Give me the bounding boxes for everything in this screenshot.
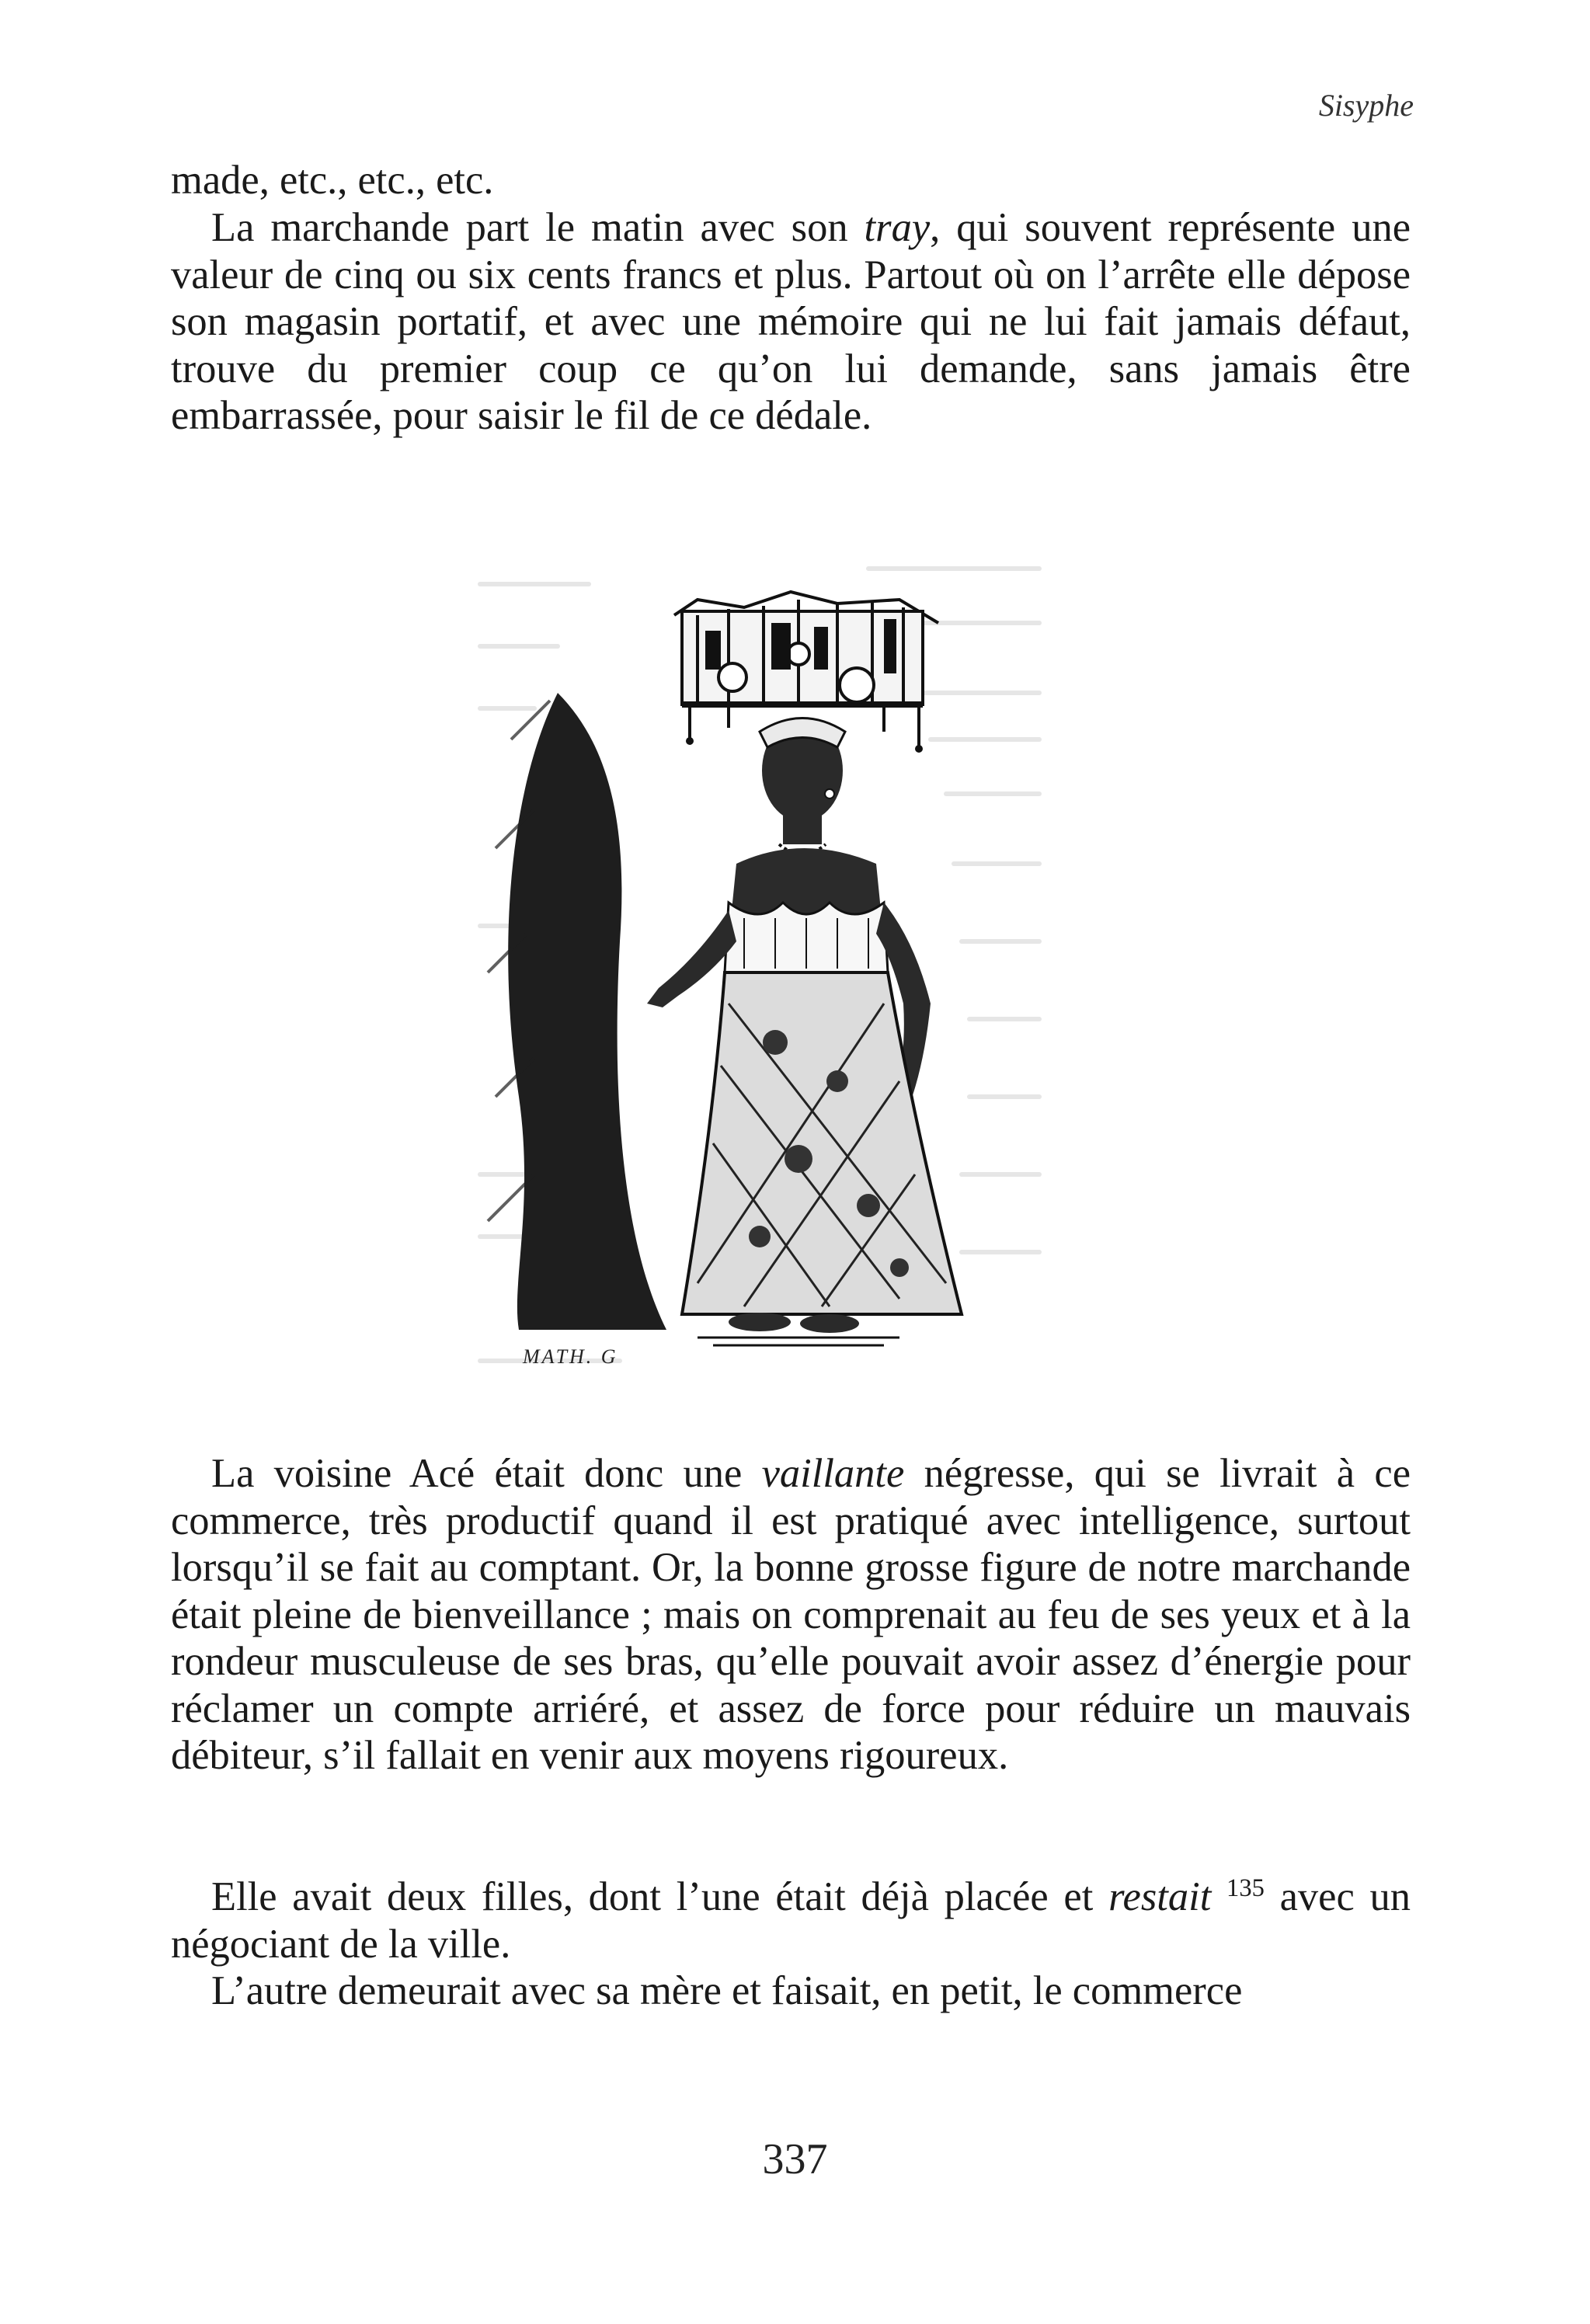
italic-term: tray — [864, 205, 931, 250]
page-number: 337 — [762, 2135, 828, 2183]
paragraph-text-end: avec un négociant de la ville. — [171, 1874, 1411, 1967]
paragraph-text-start: La voisine Acé était donc une — [211, 1451, 762, 1496]
paragraph-vaillante — [171, 1450, 1411, 1780]
italic-term: restait — [1108, 1874, 1212, 1919]
paragraph-other-daughter — [171, 1967, 1411, 2015]
paragraph-text-start: La marchande part le matin avec son — [211, 205, 865, 250]
paragraph-tray — [171, 204, 1411, 440]
italic-term: vaillante — [761, 1451, 905, 1496]
illustration-street-vendor — [464, 538, 1052, 1392]
paragraph-text-end: négresse, qui se livrait à ce commerce, très productif quand il est pratiqué avec intelligence, surtout lorsqu’il se fait au comptant. Or, la bonne grosse figure de notre marchande était pleine de bienveillance ; mais on comprenait au feu de ses yeux et à la rondeur musculeuse de ses bras, qu’elle pouvait avoir assez d’énergie pour réclamer un compte arriéré, et assez de force pour réduire un mauvais débiteur, s’il fallait en venir aux moyens rigoureux. — [171, 1451, 1411, 1778]
paragraph-text-end: , qui souvent représente une valeur de cinq ou six cents francs et plus. Partout où on l’arrête elle dépose son magasin portatif, et avec une mémoire qui ne lui fait jamais défaut, trouve du premier coup ce qu’on lui demande, sans jamais être embarrassée, pour saisir le fil de ce dédale. — [171, 205, 1411, 438]
paragraph-continuation — [171, 157, 1411, 204]
paragraph-text-start: Elle avait deux filles, dont l’une était déjà placée et — [211, 1874, 1109, 1919]
paragraph-text: L’autre demeurait avec sa mère et faisait, en petit, le commerce — [211, 1968, 1243, 2013]
illustration-signature: MATH. G — [523, 1345, 618, 1368]
paragraph-text: made, etc., etc., etc. — [171, 158, 494, 203]
running-header: Sisyphe — [1318, 88, 1414, 123]
paragraph-two-daughters — [171, 1873, 1411, 1967]
footnote-reference[interactable]: 135 — [1226, 1874, 1265, 1903]
